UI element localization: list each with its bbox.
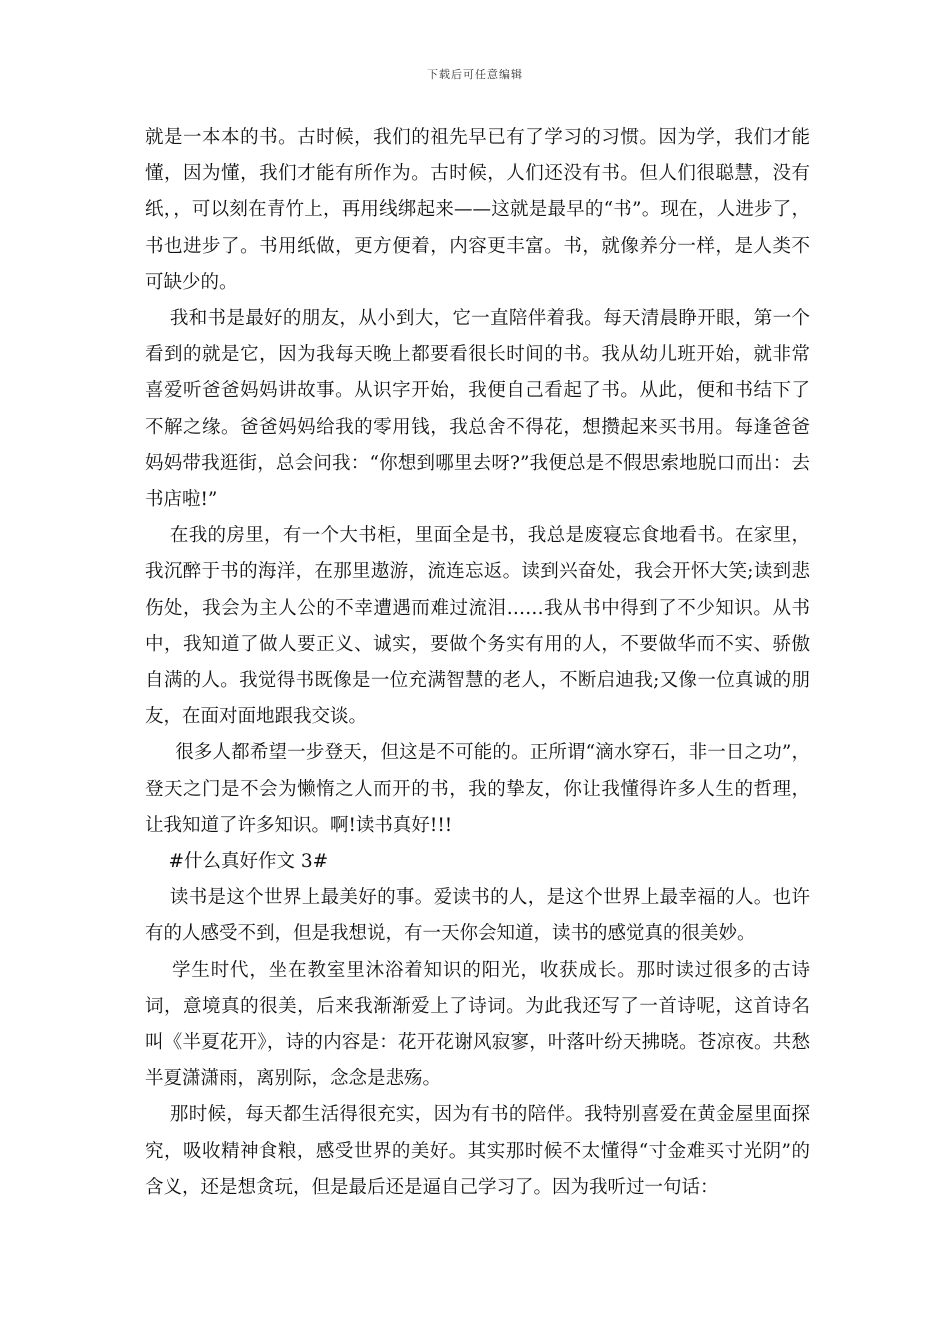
- page-header-note: 下载后可任意编辑: [427, 68, 523, 81]
- paragraph-4: 很多人都希望一步登天，但这是不可能的。正所谓“滴水穿石，非一日之功”，登天之门是不会为懒惰之人而开的书，我的挚友，你让我懂得许多人生的哲理，让我知道了许多知识。啊!读书真好!!!: [145, 742, 811, 836]
- section-heading: #什么真好作文 3#: [145, 851, 329, 873]
- paragraph-3: 在我的房里，有一个大书柜，里面全是书，我总是废寝忘食地看书。在家里，我沉醉于书的海洋，在那里遨游，流连忘返。读到兴奋处，我会开怀大笑;读到悲伤处，我会为主人公的不幸遭遇而难过流泪……我从书中得到了不少知识。从书中，我知道了做人要正义、诚实，要做个务实有用的人，不要做华而不实、骄傲自满的人。我觉得书既像是一位充满智慧的老人，不断启迪我;又像一位真诚的朋友，在面对面地跟我交谈。: [145, 525, 810, 728]
- document-body: [145, 120, 810, 1206]
- paragraph-1: 就是一本本的书。古时候，我们的祖先早已有了学习的习惯。因为学，我们才能懂，因为懂，我们才能有所作为。古时候，人们还没有书。但人们很聪慧，没有纸，，可以刻在青竹上，再用线绑起来——这就是最早的“书”。现在，人进步了，书也进步了。书用纸做，更方便着，内容更丰富。书，就像养分一样，是人类不可缺少的。: [145, 127, 810, 293]
- paragraph-6: 学生时代，坐在教室里沐浴着知识的阳光，收获成长。那时读过很多的古诗词，意境真的很美，后来我渐渐爱上了诗词。为此我还写了一首诗呢，这首诗名叫《半夏花开》，诗的内容是：花开花谢风寂寥，叶落叶纷天拂晓。苍凉夜。共愁半夏潇潇雨，离别际，念念是悲殇。: [145, 959, 810, 1090]
- paragraph-2: 我和书是最好的朋友，从小到大，它一直陪伴着我。每天清晨睁开眼，第一个看到的就是它，因为我每天晚上都要看很长时间的书。我从幼儿班开始，就非常喜爱听爸爸妈妈讲故事。从识字开始，我便自己看起了书。从此，便和书结下了不解之缘。爸爸妈妈给我的零用钱，我总舍不得花，想攒起来买书用。每逢爸爸妈妈带我逛街，总会问我：“你想到哪里去呀?”我便总是不假思索地脱口而出：去书店啦!”: [145, 308, 810, 511]
- paragraph-5: 读书是这个世界上最美好的事。爱读书的人，是这个世界上最幸福的人。也许有的人感受不到，但是我想说，有一天你会知道，读书的感觉真的很美妙。: [145, 887, 810, 945]
- paragraph-7: 那时候，每天都生活得很充实，因为有书的陪伴。我特别喜爱在黄金屋里面探究，吸收精神食粮，感受世界的美好。其实那时候不太懂得“寸金难买寸光阴”的含义，还是想贪玩，但是最后还是逼自己学习了。因为我听过一句话：: [145, 1104, 810, 1198]
